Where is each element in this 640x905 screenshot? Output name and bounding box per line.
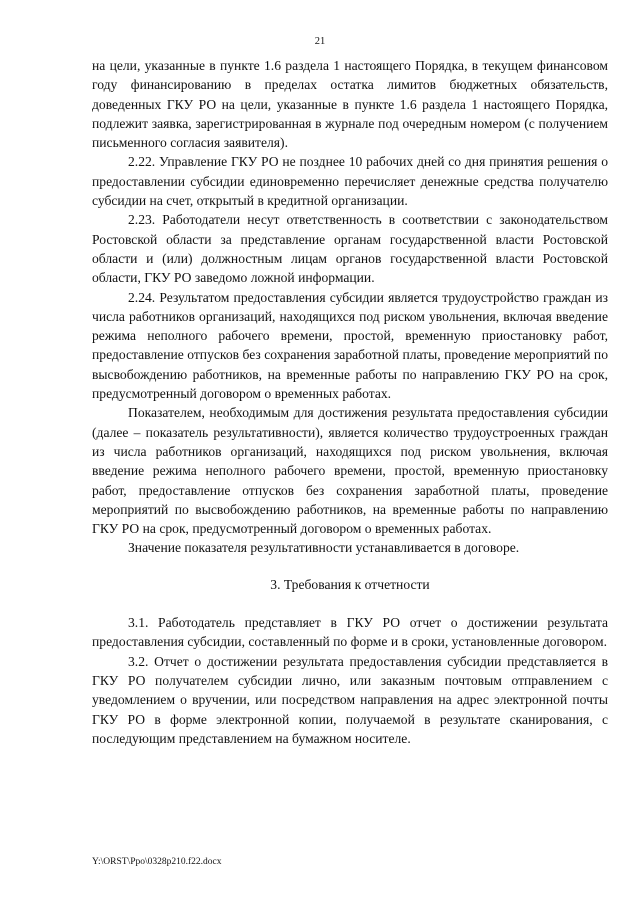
- document-body: [92, 56, 608, 748]
- paragraph-2-23: 2.23. Работодатели несут ответственность в соответствии с законодательством Ростовской области за представление органам государственной власти Ростовской области и (или) должностным лицам органов государственной власти Ростовской области, ГКУ РО заведомо ложной информации.: [92, 212, 608, 286]
- page-number: 21: [314, 36, 326, 47]
- footer-file-path: Y:\ORST\Ppo\0328p210.f22.docx: [92, 857, 222, 867]
- paragraph-3-1: 3.1. Работодатель представляет в ГКУ РО отчет о достижении результата предоставления субсидии, составленный по форме и в сроки, установленные договором.: [92, 615, 608, 650]
- section-heading: 3. Требования к отчетности: [270, 576, 430, 592]
- paragraph-indicator: Показателем, необходимым для достижения результата предоставления субсидии (далее – показатель результативности), является количество трудоустроенных граждан из числа работников организаций, находящихся под риском увольнения, включая введение режима неполного рабочего времени, простой, временную приостановку работ, предоставление отпусков без сохранения заработной платы, проведение мероприятий по высвобождению работников, на временные работы по направлению ГКУ РО на срок, предусмотренный договором о временных работах.: [92, 405, 608, 537]
- paragraph-continuation: на цели, указанные в пункте 1.6 раздела 1 настоящего Порядка, в текущем финансовом году финансированию в пределах остатка лимитов бюджетных обязательств, доведенных ГКУ РО на цели, указанные в пункте 1.6 раздела 1 настоящего Порядка, подлежит заявка, зарегистрированная в журнале под очередным номером (с получением письменного согласия заявителя).: [92, 58, 608, 151]
- paragraph-2-24: 2.24. Результатом предоставления субсидии является трудоустройство граждан из числа работников организаций, находящихся под риском увольнения, включая введение режима неполного рабочего времени, простой, временную приостановку работ, предоставление отпусков без сохранения заработной платы, проведение мероприятий по высвобождению работников, на временные работы по направлению ГКУ РО на срок, предусмотренный договором о временных работах.: [92, 289, 608, 402]
- paragraph-indicator-value: Значение показателя результативности устанавливается в договоре.: [128, 540, 520, 556]
- paragraph-2-22: 2.22. Управление ГКУ РО не позднее 10 рабочих дней со дня принятия решения о предоставлении субсидии единовременно перечисляет денежные средства получателю субсидии на счет, открытый в кредитной организации.: [92, 154, 608, 209]
- paragraph-3-2: 3.2. Отчет о достижении результата предоставления субсидии представляется в ГКУ РО получателем субсидии лично, или заказным почтовым отправлением с уведомлением о вручении, или посредством направления на адрес электронной почты ГКУ РО в форме электронной копии, получаемой в результате сканирования, с последующим представлением на бумажном носителе.: [92, 653, 608, 746]
